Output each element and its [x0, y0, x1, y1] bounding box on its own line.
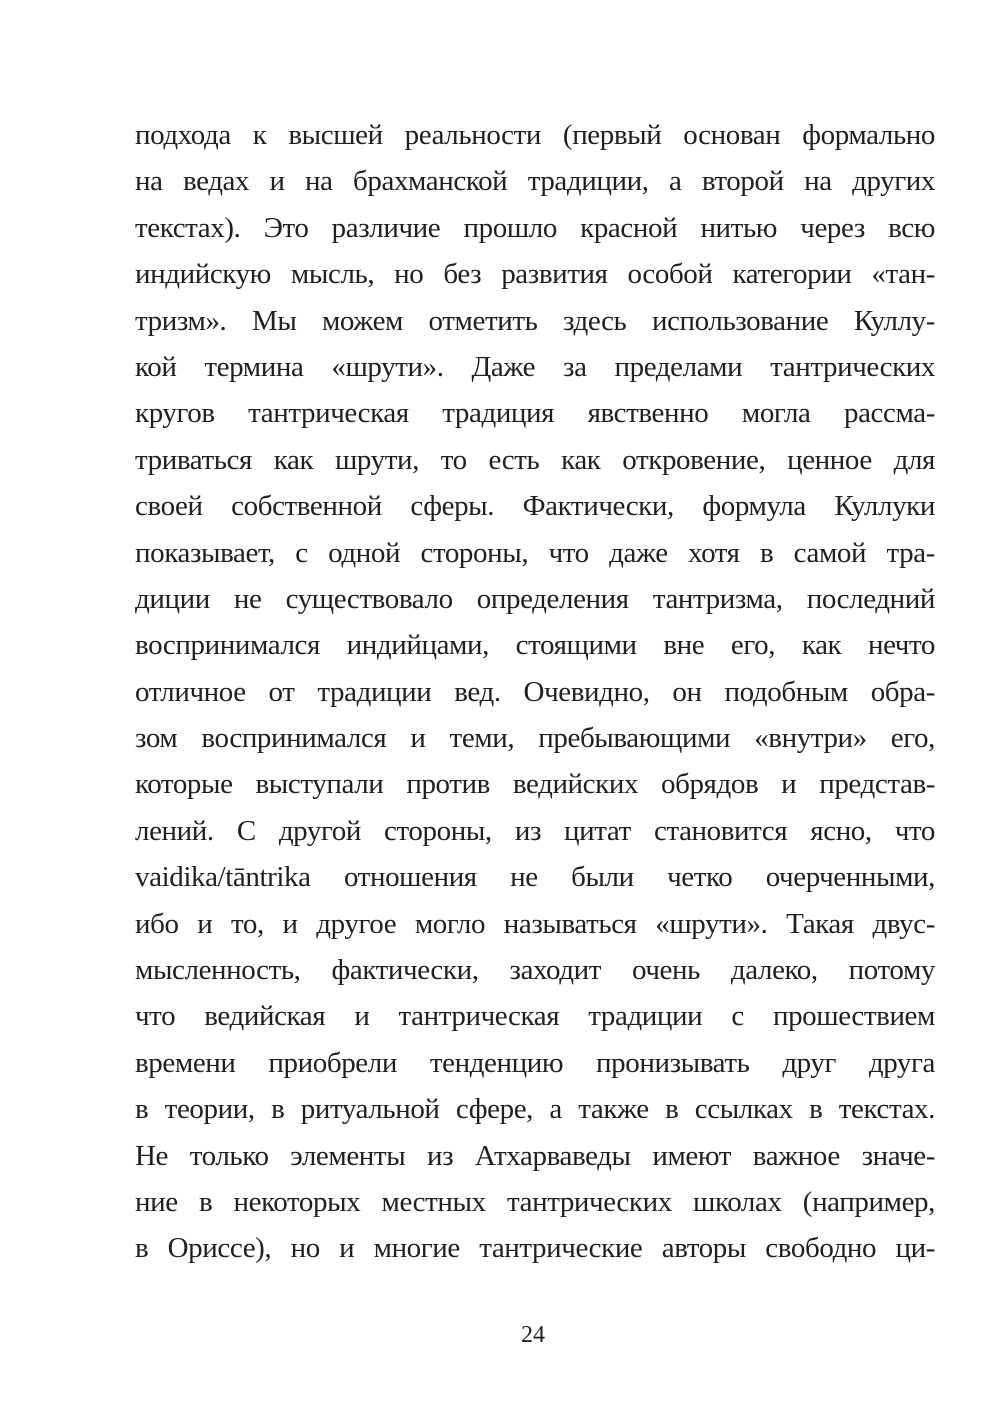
- text-line: показывает, с одной стороны, что даже хотя в самой тра-: [135, 536, 935, 569]
- text-line: отличное от традиции вед. Очевидно, он подобным обра-: [135, 675, 935, 708]
- text-line: времени приобрели тенденцию пронизывать друг друга: [135, 1046, 935, 1079]
- page-number: 24: [521, 1322, 545, 1348]
- text-line: в теории, в ритуальной сфере, а также в ссылках в текстах.: [135, 1093, 935, 1126]
- text-line: лений. С другой стороны, из цитат становится ясно, что: [135, 814, 935, 847]
- text-line: тризм». Мы можем отметить здесь использование Куллу-: [135, 304, 935, 337]
- text-line: ние в некоторых местных тантрических школах (например,: [135, 1185, 935, 1218]
- text-line: кой термина «шрути». Даже за пределами тантрических: [135, 350, 935, 383]
- text-line: кругов тантрическая традиция явственно могла рассма-: [135, 397, 935, 430]
- text-line: на ведах и на брахманской традиции, а второй на других: [135, 165, 935, 198]
- text-line: текстах). Это различие прошло красной нитью через всю: [135, 211, 935, 244]
- text-line: в Ориссе), но и многие тантрические авторы свободно ци-: [135, 1232, 935, 1265]
- text-line: своей собственной сферы. Фактически, формула Куллуки: [135, 490, 935, 523]
- text-line: индийскую мысль, но без развития особой категории «тан-: [135, 258, 935, 291]
- text-line: ибо и то, и другое могло называться «шрути». Такая двус-: [135, 907, 935, 940]
- text-line: что ведийская и тантрическая традиции с прошествием: [135, 1000, 935, 1033]
- text-line: vaidika/tāntrika отношения не были четко очерченными,: [135, 861, 935, 894]
- text-line: триваться как шрути, то есть как откровение, ценное для: [135, 443, 935, 476]
- text-line: Не только элементы из Атхарваведы имеют важное значе-: [135, 1139, 935, 1172]
- text-line: мысленность, фактически, заходит очень далеко, потому: [135, 954, 935, 987]
- text-line: воспринимался индийцами, стоящими вне его, как нечто: [135, 629, 935, 662]
- text-line: диции не существовало определения тантризма, последний: [135, 582, 935, 615]
- text-line: которые выступали против ведийских обрядов и представ-: [135, 768, 935, 801]
- text-line: подхода к высшей реальности (первый основан формально: [135, 119, 935, 151]
- text-line: зом воспринимался и теми, пребывающими «внутри» его,: [135, 722, 935, 755]
- body-text: [135, 112, 935, 1272]
